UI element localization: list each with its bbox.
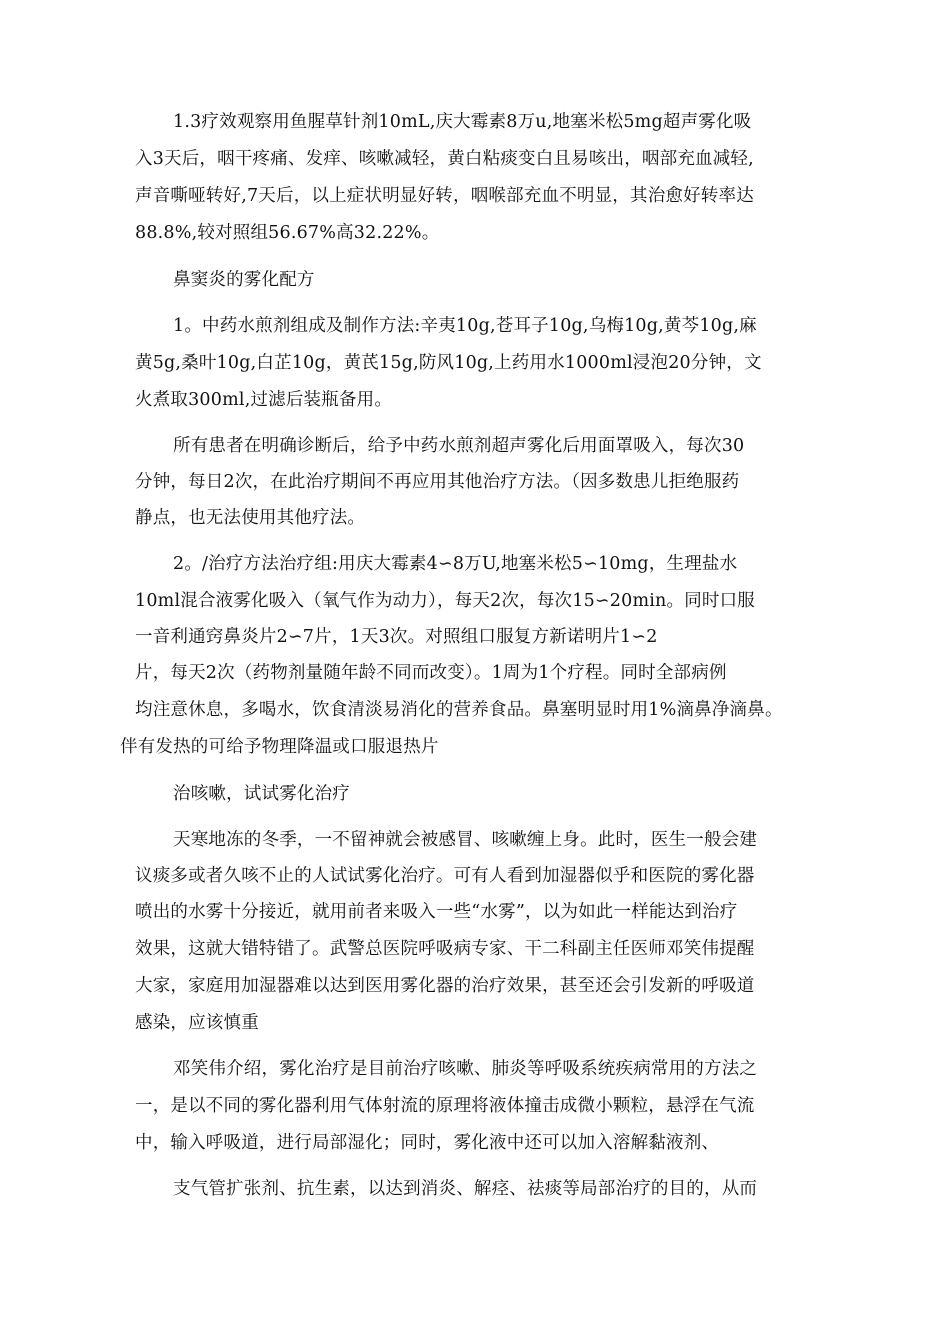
text-line: 喷出的水雾十分接近，就用前者来吸入一些“水雾”，以为如此一样能达到治疗 — [135, 902, 738, 922]
text-line: 黄5g,桑叶10g,白芷10g，黄芪15g,防风10g,上药用水1000ml浸泡20分钟，文 — [135, 353, 762, 373]
text-line: 1。中药水煎剂组成及制作方法:辛夷10g,苍耳子10g,乌梅10g,黄芩10g,麻 — [173, 316, 757, 336]
text-line: 声音嘶哑转好,7天后，以上症状明显好转，咽喉部充血不明显，其治愈好转率达 — [135, 186, 754, 206]
text-line: 88.8%,较对照组56.67%高32.22%。 — [135, 223, 440, 243]
text-line: 静点，也无法使用其他疗法。 — [135, 508, 366, 528]
text-line: 议痰多或者久咳不止的人试试雾化治疗。可有人看到加湿器似乎和医院的雾化器 — [135, 866, 755, 886]
text-line: 效果，这就大错特错了。武警总医院呼吸病专家、干二科副主任医师邓笑伟提醒 — [135, 939, 755, 959]
text-line: 片，每天2次（药物剂量随年龄不同而改变）。1周为1个疗程。同时全部病例 — [135, 663, 727, 683]
text-line: 火煮取300ml,过滤后装瓶备用。 — [135, 390, 393, 410]
text-line: 10ml混合液雾化吸入（氧气作为动力），每天2次，每次15∽20min。同时口服 — [135, 591, 756, 611]
text-line: 大家，家庭用加湿器难以达到医用雾化器的治疗效果，甚至还会引发新的呼吸道 — [135, 976, 755, 996]
text-line: 支气管扩张剂、抗生素，以达到消炎、解痉、祛痰等局部治疗的目的，从而 — [173, 1179, 758, 1199]
text-line: 2。/治疗方法治疗组:用庆大霉素4∽8万U,地塞米松5∽10mg，生理盐水 — [173, 554, 738, 574]
text-line: 感染，应该慎重 — [135, 1013, 259, 1033]
text-line: 1.3疗效观察用鱼腥草针剂10mL,庆大霉素8万u,地塞米松5mg超声雾化吸 — [173, 112, 752, 132]
text-line: 一，是以不同的雾化器利用气体射流的原理将液体撞击成微小颗粒，悬浮在气流 — [135, 1096, 755, 1116]
section-heading: 治咳嗽，试试雾化治疗 — [173, 784, 350, 804]
text-line: 天寒地冻的冬季，一不留神就会被感冒、咳嗽缠上身。此时，医生一般会建 — [173, 830, 758, 850]
text-line: 邓笑伟介绍，雾化治疗是目前治疗咳嗽、肺炎等呼吸系统疾病常用的方法之 — [173, 1059, 758, 1079]
text-line: 分钟，每日2次，在此治疗期间不再应用其他治疗方法。（因多数患儿拒绝服药 — [135, 472, 740, 492]
text-line: 中，输入呼吸道，进行局部湿化；同时，雾化液中还可以加入溶解黏液剂、 — [135, 1133, 720, 1153]
section-heading: 鼻窦炎的雾化配方 — [173, 270, 315, 290]
text-line: 一音利通窍鼻炎片2∽7片，1天3次。对照组口服复方新诺明片1∽2 — [135, 627, 658, 647]
text-line: 所有患者在明确诊断后，给予中药水煎剂超声雾化后用面罩吸入，每次30 — [173, 436, 745, 456]
text-line: 伴有发热的可给予物理降温或口服退热片 — [120, 737, 439, 757]
text-line: 均注意休息，多喝水，饮食清淡易消化的营养食品。鼻塞明显时用1%滴鼻净滴鼻。 — [135, 700, 783, 720]
text-line: 入3天后，咽干疼痛、发痒、咳嗽减轻，黄白粘痰变白且易咳出，咽部充血减轻, — [135, 149, 754, 169]
